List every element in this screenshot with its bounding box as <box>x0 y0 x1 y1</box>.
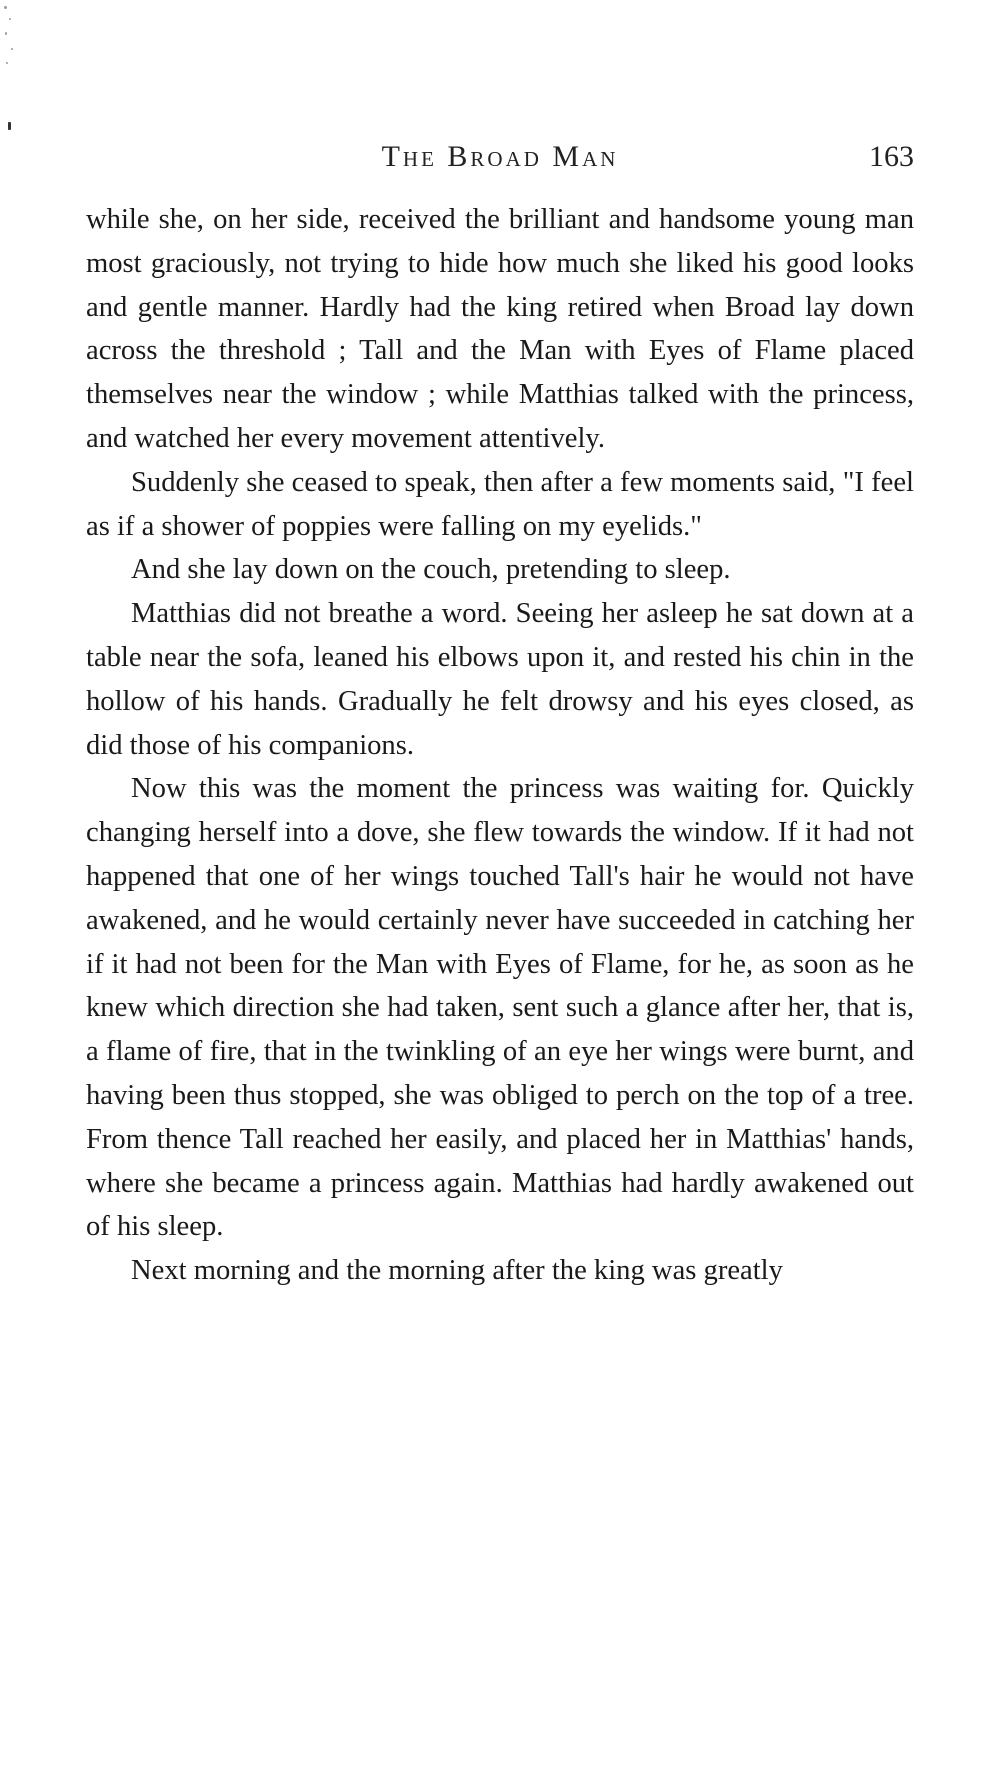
paragraph: Next morning and the morning after the king was greatly <box>131 1255 783 1287</box>
body-text <box>86 198 914 1293</box>
scan-speck <box>4 6 7 9</box>
scan-speck <box>8 122 11 130</box>
paragraph: Matthias did not breathe a word. Seeing her asleep he sat down at a table near the sofa, leaned his elbows upon it, and rested his chin in the hollow of his hands. Gradually he felt drowsy and his eyes closed, as did those of his companions. <box>86 598 914 761</box>
paragraph: Now this was the moment the princess was waiting for. Quickly changing herself into a dove, she flew towards the window. If it had not happened that one of her wings touched Tall's hair he would not have awakened, and he would certainly never have succeeded in catching her if it had not been for the Man with Eyes of Flame, for he, as soon as he knew which direction she had taken, sent such a glance after her, that is, a flame of fire, that in the twinkling of an eye her wings were burnt, and having been thus stopped, she was obliged to perch on the top of a tree. From thence Tall reached her easily, and placed her in Matthias' hands, where she became a princess again. Matthias had hardly awakened out of his sleep. <box>86 773 914 1243</box>
running-title: The Broad Man <box>381 140 619 173</box>
scan-speck <box>5 32 7 35</box>
paragraph: And she lay down on the couch, pretending to sleep. <box>131 554 731 586</box>
scan-speck <box>9 18 11 20</box>
page-header <box>86 140 914 184</box>
paragraph: while she, on her side, received the brilliant and handsome young man most graciously, not trying to hide how much she liked his good looks and gentle manner. Hardly had the king retired when Broad lay down across the threshold ; Tall and the Man with Eyes of Flame placed themselves near the window ; while Matthias talked with the princess, and watched her every movement attentively. <box>86 204 914 454</box>
paragraph: Suddenly she ceased to speak, then after a few moments said, "I feel as if a shower of poppies were falling on my eyelids." <box>86 466 914 542</box>
page-number: 163 <box>869 140 914 173</box>
scan-speck <box>6 62 8 64</box>
scan-speck <box>11 48 13 50</box>
